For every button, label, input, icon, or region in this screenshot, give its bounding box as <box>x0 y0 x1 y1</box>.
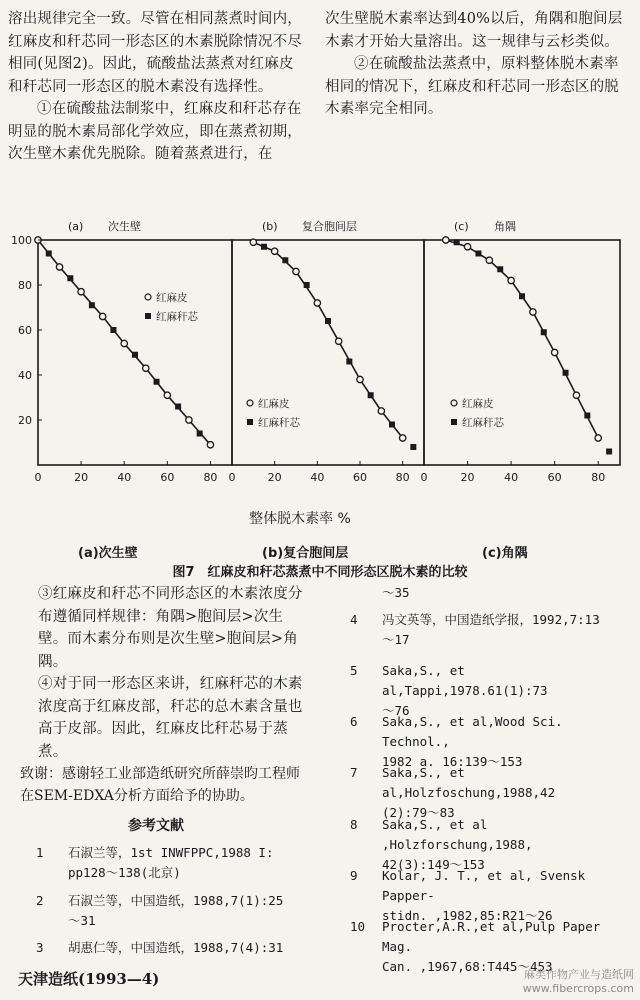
reference-text: 胡惠仁等，中国造纸，1988,7(4):31 <box>68 940 284 955</box>
data-point-core <box>175 404 181 410</box>
data-point-bark <box>357 376 363 382</box>
data-point-bark <box>530 309 536 315</box>
x-tick-label: 40 <box>504 471 519 484</box>
x-tick-label: 0 <box>420 471 428 484</box>
panel-tag-a: (a) <box>68 220 84 233</box>
panel-tag-c: (c) <box>454 220 469 233</box>
reference-number: 5 <box>350 663 358 678</box>
data-point-core <box>304 282 310 288</box>
reference-text: ～35 <box>382 585 410 600</box>
figure-caption: 图7 红麻皮和秆芯蒸煮中不同形态区脱木素的比较 <box>172 565 468 580</box>
paragraph: ④对于同一形态区来讲，红麻秆芯的木素浓度高于红麻皮部，秆芯的总木素含量也高于皮部。因此，红麻皮比秆芯易于蒸煮。 <box>38 676 303 760</box>
legend-label-bark: 红麻皮 <box>156 292 188 304</box>
reference-number: 10 <box>350 919 366 934</box>
reference-text: Saka,S., et al,Holzfoschung,1988,42 (2):79～83 <box>382 765 556 820</box>
data-point-core <box>197 431 203 437</box>
figure-7 <box>0 205 640 561</box>
data-point-core <box>261 244 267 250</box>
data-point-bark <box>314 300 320 306</box>
reference-number: 3 <box>36 940 44 955</box>
paragraph: ③红麻皮和秆芯不同形态区的木素浓度分布遵循同样规律：角隅>胞间层>次生壁。而木素分布则是次生壁>胞间层>角隅。 <box>38 586 303 670</box>
data-point-core <box>282 257 288 263</box>
data-point-bark <box>378 408 384 414</box>
x-tick-label: 80 <box>203 471 218 484</box>
reference-text: Kolar, J. T., et al, Svensk Papper- stidn. ,1982,85:R21～26 <box>382 868 586 923</box>
panel-title-c: 角隅 <box>494 220 516 233</box>
data-point-bark <box>121 340 127 346</box>
watermark-line: www.fibercrops.com <box>522 982 634 995</box>
reference-item <box>36 891 311 933</box>
reference-number: 1 <box>36 845 44 860</box>
y-tick-label: 100 <box>11 234 32 247</box>
data-point-bark <box>186 417 192 423</box>
references-title: 参考文献 <box>128 818 184 834</box>
data-point-core <box>346 359 352 365</box>
reference-item <box>36 843 311 885</box>
data-point-core <box>89 302 95 308</box>
data-point-bark <box>271 248 277 254</box>
x-tick-label: 20 <box>267 471 282 484</box>
data-point-bark <box>508 277 514 283</box>
paragraph: ①在硫酸盐法制浆中，红麻皮和秆芯存在明显的脱木素局部化学效应，即在蒸煮初期，次生壁木素优先脱除。随着蒸煮进行，在 <box>8 101 302 162</box>
x-tick-label: 40 <box>310 471 325 484</box>
data-point-core <box>454 239 460 245</box>
data-point-core <box>584 413 590 419</box>
data-point-bark <box>399 435 405 441</box>
reference-number: 6 <box>350 714 358 729</box>
legend-label-bark: 红麻皮 <box>462 398 494 410</box>
panel-caption-c: (c)角隅 <box>482 546 528 561</box>
data-point-bark <box>293 268 299 274</box>
legend-marker-core <box>145 313 151 319</box>
reference-text: 冯文英等，中国造纸学报，1992,7:13 ～17 <box>382 612 600 647</box>
data-point-core <box>475 251 481 257</box>
x-tick-label: 80 <box>591 471 606 484</box>
legend-marker-bark <box>451 400 457 406</box>
data-point-bark <box>207 442 213 448</box>
data-point-core <box>563 370 569 376</box>
top-left-column <box>8 8 308 166</box>
x-tick-label: 0 <box>34 471 42 484</box>
data-point-bark <box>443 237 449 243</box>
data-point-bark <box>99 313 105 319</box>
data-point-bark <box>573 392 579 398</box>
watermark <box>523 968 634 996</box>
panel-title-b: 复合胞间层 <box>302 220 357 233</box>
reference-item <box>350 610 635 652</box>
reference-text: Saka,S., et al,Wood Sci. Technol., 1982 a. 16:139～153 <box>382 714 563 769</box>
reference-number: 8 <box>350 817 358 832</box>
data-point-core <box>132 352 138 358</box>
data-point-core <box>606 449 612 455</box>
panel-title-a: 次生壁 <box>108 220 141 233</box>
legend-label-core: 红麻秆芯 <box>156 311 198 323</box>
data-point-core <box>154 379 160 385</box>
paragraph: 次生壁脱木素率达到40%以后，角隅和胞间层木素才开始大量溶出。这一规律与云杉类似。 <box>325 11 623 50</box>
data-point-bark <box>551 349 557 355</box>
x-tick-label: 40 <box>117 471 132 484</box>
reference-item <box>350 917 635 974</box>
data-point-core <box>368 392 374 398</box>
watermark-line: 麻类作物产业与造纸网 <box>524 968 634 981</box>
x-tick-label: 60 <box>547 471 562 484</box>
reference-item <box>350 866 635 923</box>
data-point-bark <box>250 239 256 245</box>
plot-frame-c <box>424 240 620 465</box>
top-right-column <box>325 8 630 121</box>
data-point-core <box>541 329 547 335</box>
legend-marker-bark <box>247 400 253 406</box>
reference-text: Saka,S., et al ,Holzforschung,1988, 42(3):149～153 <box>382 817 533 872</box>
figure-7-charts <box>0 205 640 545</box>
paragraph: ②在硫酸盐法蒸煮中，原料整体脱木素率相同的情况下，红麻皮和秆芯同一形态区的脱木素率完全相同。 <box>325 56 619 117</box>
reference-item <box>350 661 635 718</box>
paragraph: 溶出规律完全一致。尽管在相同蒸煮时间内，红麻皮和秆芯同一形态区的木素脱除情况不尽相同(见图2)。因此，硫酸盐法蒸煮对红麻皮和秆芯同一形态区的脱木素没有选择性。 <box>8 11 302 95</box>
acknowledgement: 致谢：感谢轻工业部造纸研究所薛崇昀工程师在SEM-EDXA分析方面给予的协助。 <box>20 766 300 804</box>
data-point-bark <box>464 244 470 250</box>
data-point-bark <box>595 435 601 441</box>
data-point-core <box>389 422 395 428</box>
plot-frame-b <box>232 240 424 465</box>
reference-number: 2 <box>36 893 44 908</box>
y-tick-label: 80 <box>18 279 32 292</box>
data-point-core <box>46 251 52 257</box>
data-point-bark <box>164 392 170 398</box>
y-tick-label: 60 <box>18 324 32 337</box>
data-point-core <box>410 444 416 450</box>
reference-number: 4 <box>350 612 358 627</box>
reference-text: 石淑兰等，1st INWFPPC,1988 I: pp128～138(北京) <box>68 845 274 880</box>
x-tick-label: 80 <box>395 471 410 484</box>
panel-tag-b: (b) <box>262 220 278 233</box>
panel-caption-a: (a)次生壁 <box>78 546 138 561</box>
data-point-bark <box>335 338 341 344</box>
legend-label-bark: 红麻皮 <box>258 398 290 410</box>
x-axis-label: 整体脱木素率 % <box>249 511 351 527</box>
x-tick-label: 20 <box>74 471 89 484</box>
reference-number: 9 <box>350 868 358 883</box>
data-point-core <box>110 327 116 333</box>
reference-item <box>350 712 635 769</box>
data-point-core <box>519 293 525 299</box>
data-point-core <box>497 266 503 272</box>
y-tick-label: 20 <box>18 414 32 427</box>
x-tick-label: 60 <box>160 471 175 484</box>
data-point-bark <box>143 365 149 371</box>
reference-text: Saka,S., et al,Tappi,1978.61(1):73 ～76 <box>382 663 548 718</box>
legend-label-core: 红麻秆芯 <box>462 417 504 429</box>
reference-text: 石淑兰等，中国造纸，1988,7(1):25 ～31 <box>68 893 284 928</box>
reference-item <box>350 815 635 872</box>
legend-marker-core <box>451 419 457 425</box>
reference-number: 7 <box>350 765 358 780</box>
journal-footer: 天津造纸(1993—4) <box>18 970 160 988</box>
panel-caption-b: (b)复合胞间层 <box>262 546 349 561</box>
legend-marker-bark <box>145 294 151 300</box>
x-tick-label: 20 <box>460 471 475 484</box>
data-point-bark <box>486 257 492 263</box>
data-point-core <box>325 318 331 324</box>
data-point-core <box>67 275 73 281</box>
x-tick-label: 0 <box>228 471 236 484</box>
reference-item <box>350 763 635 820</box>
legend-marker-core <box>247 419 253 425</box>
data-point-bark <box>78 289 84 295</box>
y-tick-label: 40 <box>18 369 32 382</box>
data-point-bark <box>56 264 62 270</box>
bottom-left-column <box>38 583 306 763</box>
reference-text: Procter,A.R.,et al,Pulp Paper Mag. Can. ,1967,68:T445～453 <box>382 919 601 974</box>
legend-label-core: 红麻秆芯 <box>258 417 300 429</box>
x-tick-label: 60 <box>353 471 367 484</box>
